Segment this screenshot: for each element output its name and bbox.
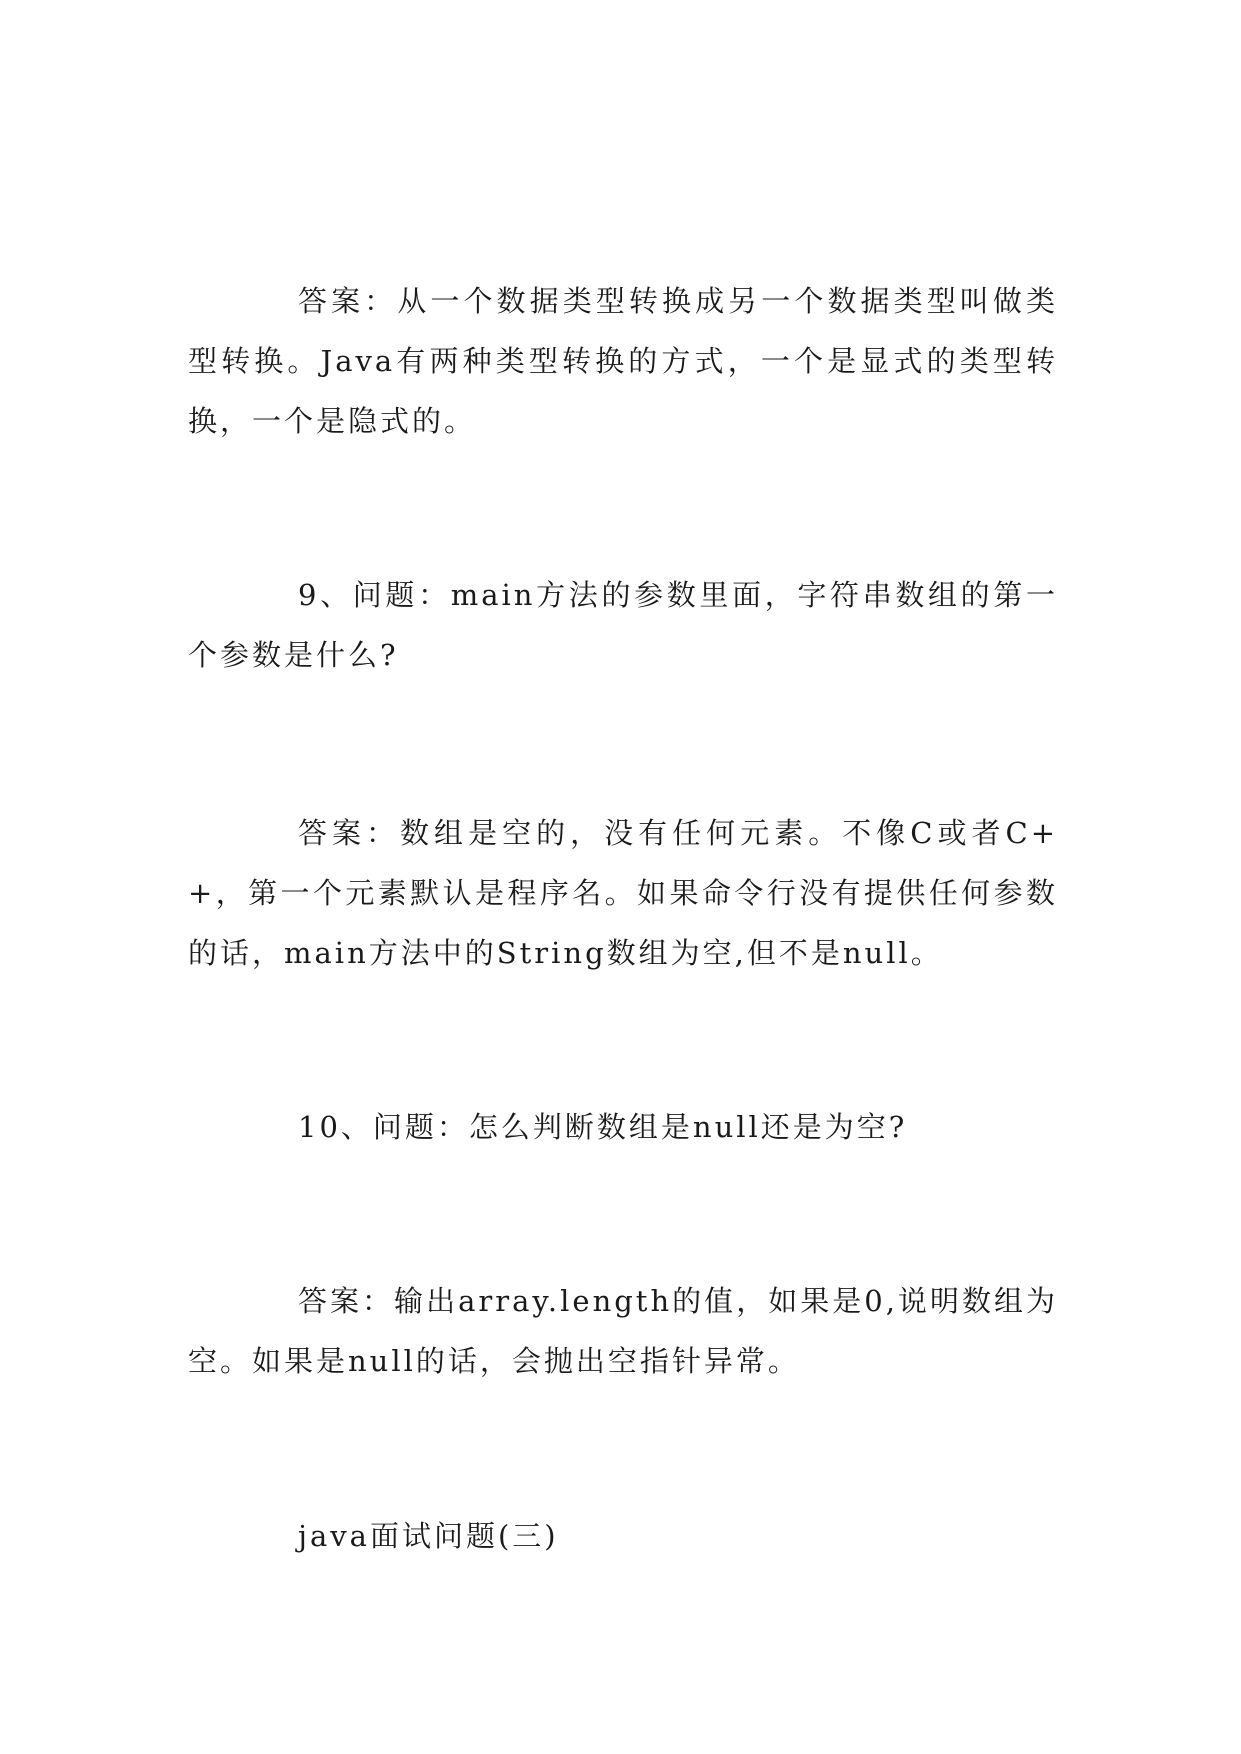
answer-9: 答案：数组是空的，没有任何元素。不像C或者C++，第一个元素默认是程序名。如果命令行没有提供任何参数的话，main方法中的String数组为空,但不是null。 bbox=[188, 816, 1058, 970]
question-9: 9、问题：main方法的参数里面，字符串数组的第一个参数是什么? bbox=[188, 578, 1058, 672]
section-heading: java面试问题(三) bbox=[298, 1519, 559, 1553]
question-10: 10、问题：怎么判断数组是null还是为空? bbox=[298, 1110, 908, 1144]
answer-10: 答案：输出array.length的值，如果是0,说明数组为空。如果是null的话，会抛出空指针异常。 bbox=[188, 1284, 1058, 1378]
answer-type-conversion: 答案：从一个数据类型转换成另一个数据类型叫做类型转换。Java有两种类型转换的方式，一个是显式的类型转换，一个是隐式的。 bbox=[188, 284, 1058, 438]
